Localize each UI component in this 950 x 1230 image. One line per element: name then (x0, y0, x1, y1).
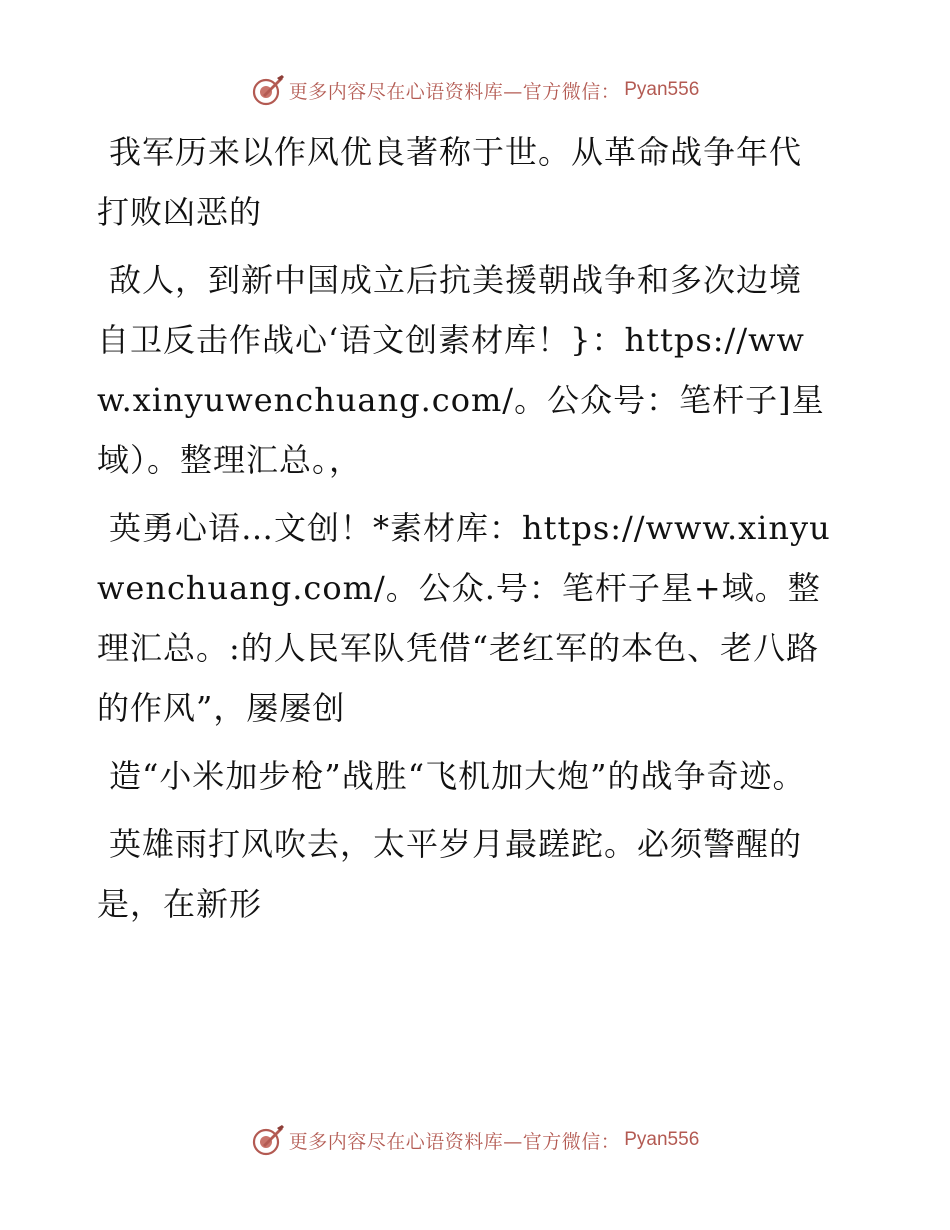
watermark-group (251, 73, 700, 107)
quill-pen-logo-icon (251, 73, 285, 107)
paragraph-5: 英雄雨打风吹去，太平岁月最蹉跎。必须警醒的是，在新形 (97, 825, 803, 923)
quill-pen-logo-icon (251, 1123, 285, 1157)
paragraph-3: 英勇心语…文创！*素材库：https://www.xinyuwenchuang.com/。公众.号：笔杆子星+域。整理汇总。:的人民军队凭借“老红军的本色、老八路的作风”，屡屡创 (97, 509, 831, 727)
paragraph-1: 我军历来以作风优良著称于世。从革命战争年代打败凶恶的 (97, 133, 803, 231)
document-body (97, 122, 832, 942)
paragraph-4: 造“小米加步枪”战胜“飞机加大炮”的战争奇迹。 (109, 757, 806, 795)
watermark-contact: Pyan556 (624, 79, 700, 100)
page-header-watermark (0, 70, 950, 110)
page-footer-watermark (0, 1120, 950, 1160)
watermark-text: 更多内容尽在心语资料库—官方微信： (288, 1130, 621, 1153)
watermark-group-footer (251, 1123, 700, 1157)
paragraph-2: 敌人，到新中国成立后抗美援朝战争和多次边境自卫反击作战心‘语文创素材库！}：https://www.xinyuwenchuang.com/。公众号：笔杆子]星域）。整理汇总。， (97, 261, 825, 479)
watermark-contact: Pyan556 (624, 1129, 700, 1150)
watermark-text: 更多内容尽在心语资料库—官方微信： (288, 80, 621, 103)
